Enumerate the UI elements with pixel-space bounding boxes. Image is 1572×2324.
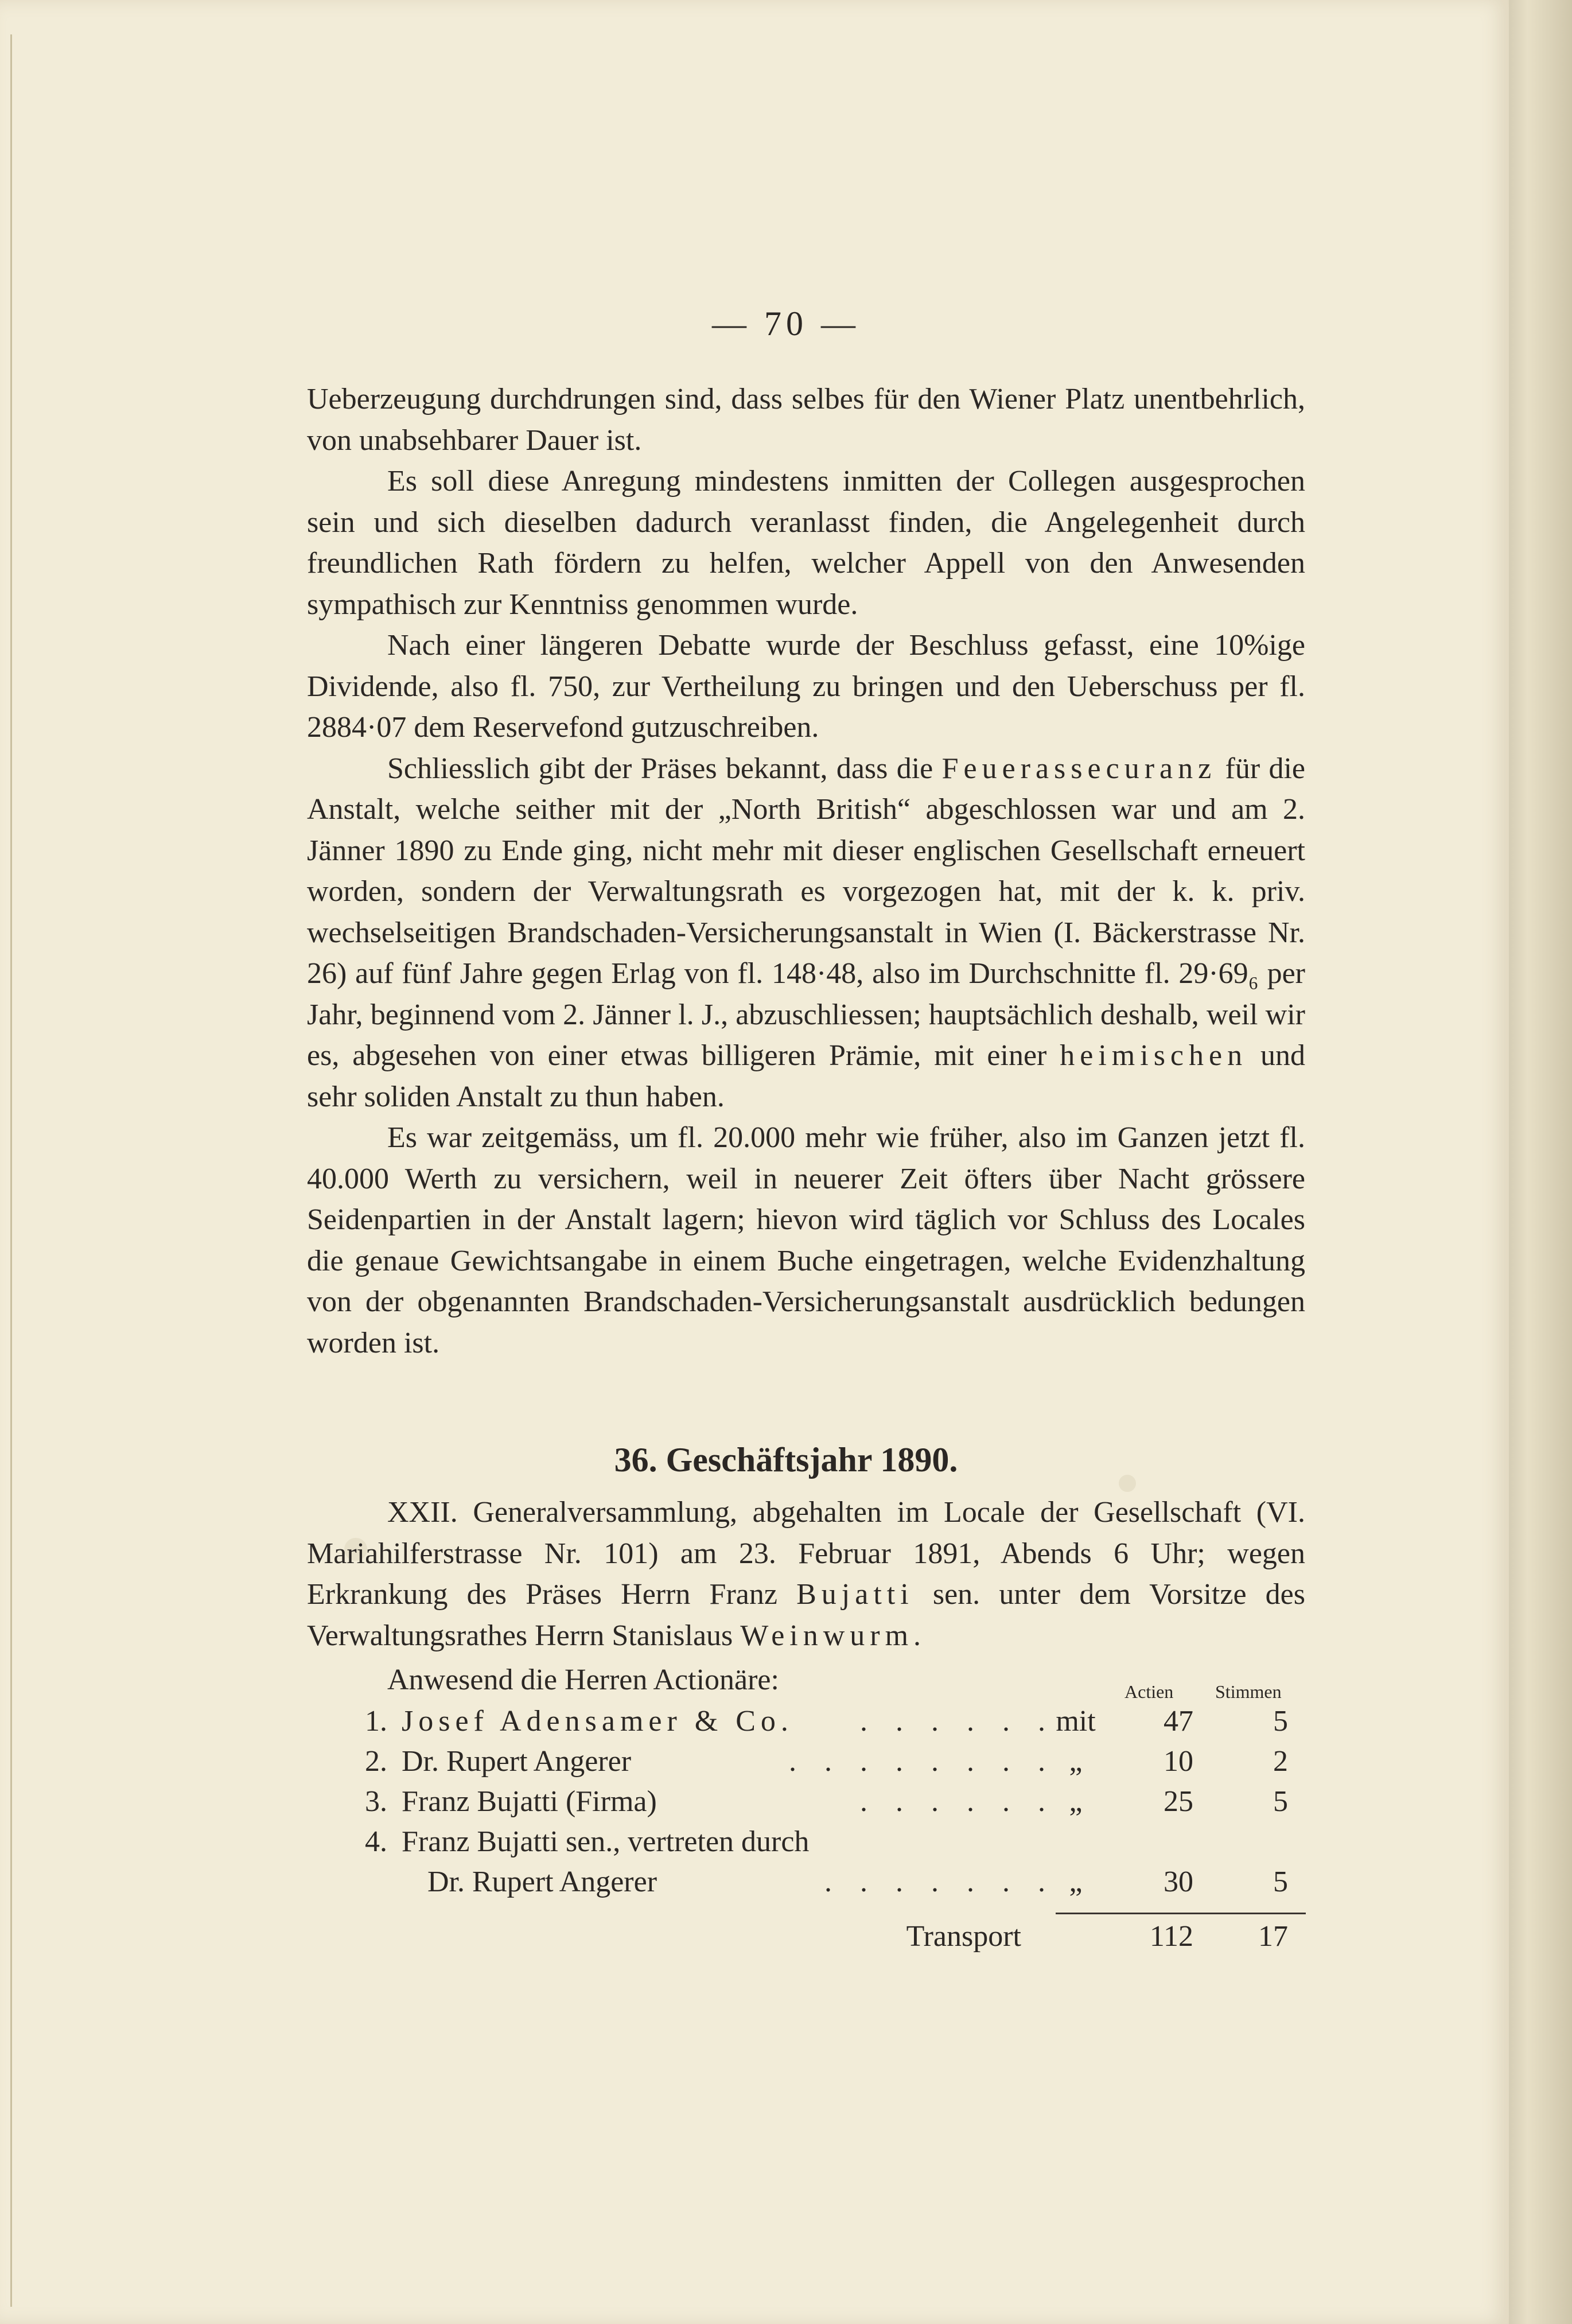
meeting-part-1: XXII. Generalversammlung, abgehalten im Locale der Gesellschaft (VI. Mariahilferstrasse Nr. 101) am 23. Februar 1891, Abends 6 Uhr; wegen Erkrankung des Präses Herrn Franz: [307, 1496, 1305, 1611]
leader-dots: . . . . . .: [860, 1785, 1056, 1818]
paragraph-1: Ueberzeugung durchdrungen sind, dass selbes für den Wiener Platz unentbehrlich, von unabsehbarer Dauer ist.: [307, 383, 1305, 457]
leader-dots: . . . . . . .: [824, 1866, 1056, 1898]
actien-value: 30: [1164, 1866, 1193, 1898]
ditto-marker: „: [1069, 1785, 1083, 1818]
paragraph-5: Es war zeitgemäss, um fl. 20.000 mehr wie früher, also im Ganzen jetzt fl. 40.000 Werth zu versichern, weil in neuerer Zeit öfters über Nacht grössere Seidenpartien in der Anstalt lagern; hievon wird täglich vor Schluss des Locales die genaue Gewichtsangabe in einem Buche eingetragen, welche Evidenzhaltung von der obgenannten Brandschaden-Versicherungsanstalt ausdrücklich bedungen worden ist.: [307, 1121, 1305, 1359]
meeting-part-2: sen. unter dem Vorsitze des Verwaltungsrathes Herrn Stanislaus: [307, 1578, 1305, 1652]
meeting-spaced-weinwurm: Weinwurm: [740, 1619, 914, 1652]
attendee-name: Franz Bujatti (Firma): [402, 1785, 657, 1818]
ditto-marker: „: [1069, 1866, 1083, 1898]
body-text: [307, 379, 1305, 1363]
attendee-row: [356, 1785, 1308, 1825]
row-number: 1.: [365, 1705, 387, 1738]
transport-label: Transport: [906, 1920, 1021, 1953]
actien-value: 47: [1164, 1705, 1193, 1738]
attendees-intro: Anwesend die Herren Actionäre:: [387, 1664, 779, 1696]
actien-value: 25: [1164, 1785, 1193, 1818]
attendee-name: Josef Adensamer & Co.: [402, 1705, 793, 1738]
mit-marker: mit: [1056, 1705, 1096, 1738]
row-number: 2.: [365, 1745, 387, 1778]
paragraph-4-spaced-heimischen: heimischen: [1060, 1039, 1248, 1072]
page-left-margin-line: [10, 34, 12, 2307]
ditto-marker: „: [1069, 1745, 1083, 1778]
paragraph-4-part-3: und sehr soliden Anstalt zu thun haben.: [307, 1039, 1306, 1113]
actien-value: 10: [1164, 1745, 1193, 1778]
transport-stimmen-total: 17: [1258, 1920, 1288, 1953]
stimmen-value: 2: [1273, 1745, 1288, 1778]
section-heading: 36. Geschäftsjahr 1890.: [614, 1441, 958, 1479]
page-number: — 70 —: [712, 305, 860, 343]
column-header-actien: Actien: [1124, 1681, 1174, 1702]
paragraph-4-part-1: Schliesslich gibt der Präses bekannt, dass die: [387, 752, 942, 785]
attendee-row: [356, 1704, 1308, 1744]
row-number: 3.: [365, 1785, 387, 1818]
stimmen-value: 5: [1273, 1785, 1288, 1818]
paragraph-3: Nach einer längeren Debatte wurde der Beschluss gefasst, eine 10%ige Dividende, also fl. 750, zur Vertheilung zu bringen und den Ueberschuss per fl. 2884·07 dem Reservefond gutzuschreiben.: [307, 629, 1305, 744]
leader-dots: . . . . . .: [860, 1705, 1056, 1738]
paragraph-4-part-2: für die Anstalt, welche seither mit der „North British“ abgeschlossen war und am 2. Jänner 1890 zu Ende ging, nicht mehr mit dieser englischen Gesellschaft erneuert worden, sondern der Verwaltungsrath es vorgezogen hat, mit der k. k. priv. wechselseitigen Brandschaden-Versicherungsanstalt in Wien (I. Bäckerstrasse Nr. 26) auf fünf Jahre gegen Erlag von fl. 148·48, also im Durchschnitte fl. 29·69₆ per Jahr, beginnend vom 2. Jänner l. J., abzuschliessen; hauptsächlich deshalb, weil wir es, abgesehen von einer etwas billigeren Prämie, mit einer: [307, 752, 1305, 1072]
attendee-name: Dr. Rupert Angerer: [427, 1866, 657, 1898]
sum-rule: [1056, 1913, 1306, 1914]
leader-dots: . . . . . . . .: [789, 1745, 1056, 1778]
stimmen-value: 5: [1273, 1866, 1288, 1898]
stimmen-value: 5: [1273, 1705, 1288, 1738]
paragraph-4-spaced-feuerassecuranz: Feuerassecuranz: [941, 752, 1217, 785]
attendee-name: Dr. Rupert Angerer: [402, 1745, 632, 1778]
column-header-stimmen: Stimmen: [1215, 1681, 1282, 1702]
attendee-row: [356, 1744, 1308, 1785]
paragraph-4: [307, 748, 1305, 1118]
attendee-row: [356, 1865, 1308, 1905]
paragraph-2: Es soll diese Anregung mindestens inmitten der Collegen ausgesprochen sein und sich dieselben dadurch veranlasst finden, die Angelegenheit durch freundlichen Rath fördern zu helfen, welcher Appell von den Anwesenden sympathisch zur Kenntniss genommen wurde.: [307, 465, 1305, 621]
meeting-spaced-bujatti: Bujatti: [796, 1578, 914, 1611]
row-number: 4.: [365, 1825, 387, 1858]
attendee-name: Franz Bujatti sen., vertreten durch: [402, 1825, 810, 1858]
meeting-text: [307, 1492, 1305, 1656]
book-right-edge: [1509, 0, 1572, 2324]
attendee-row: [356, 1825, 1308, 1865]
meeting-part-3: .: [913, 1619, 921, 1652]
transport-actien-total: 112: [1149, 1920, 1193, 1953]
transport-row: [356, 1919, 1308, 1960]
meeting-paragraph: [307, 1492, 1305, 1656]
